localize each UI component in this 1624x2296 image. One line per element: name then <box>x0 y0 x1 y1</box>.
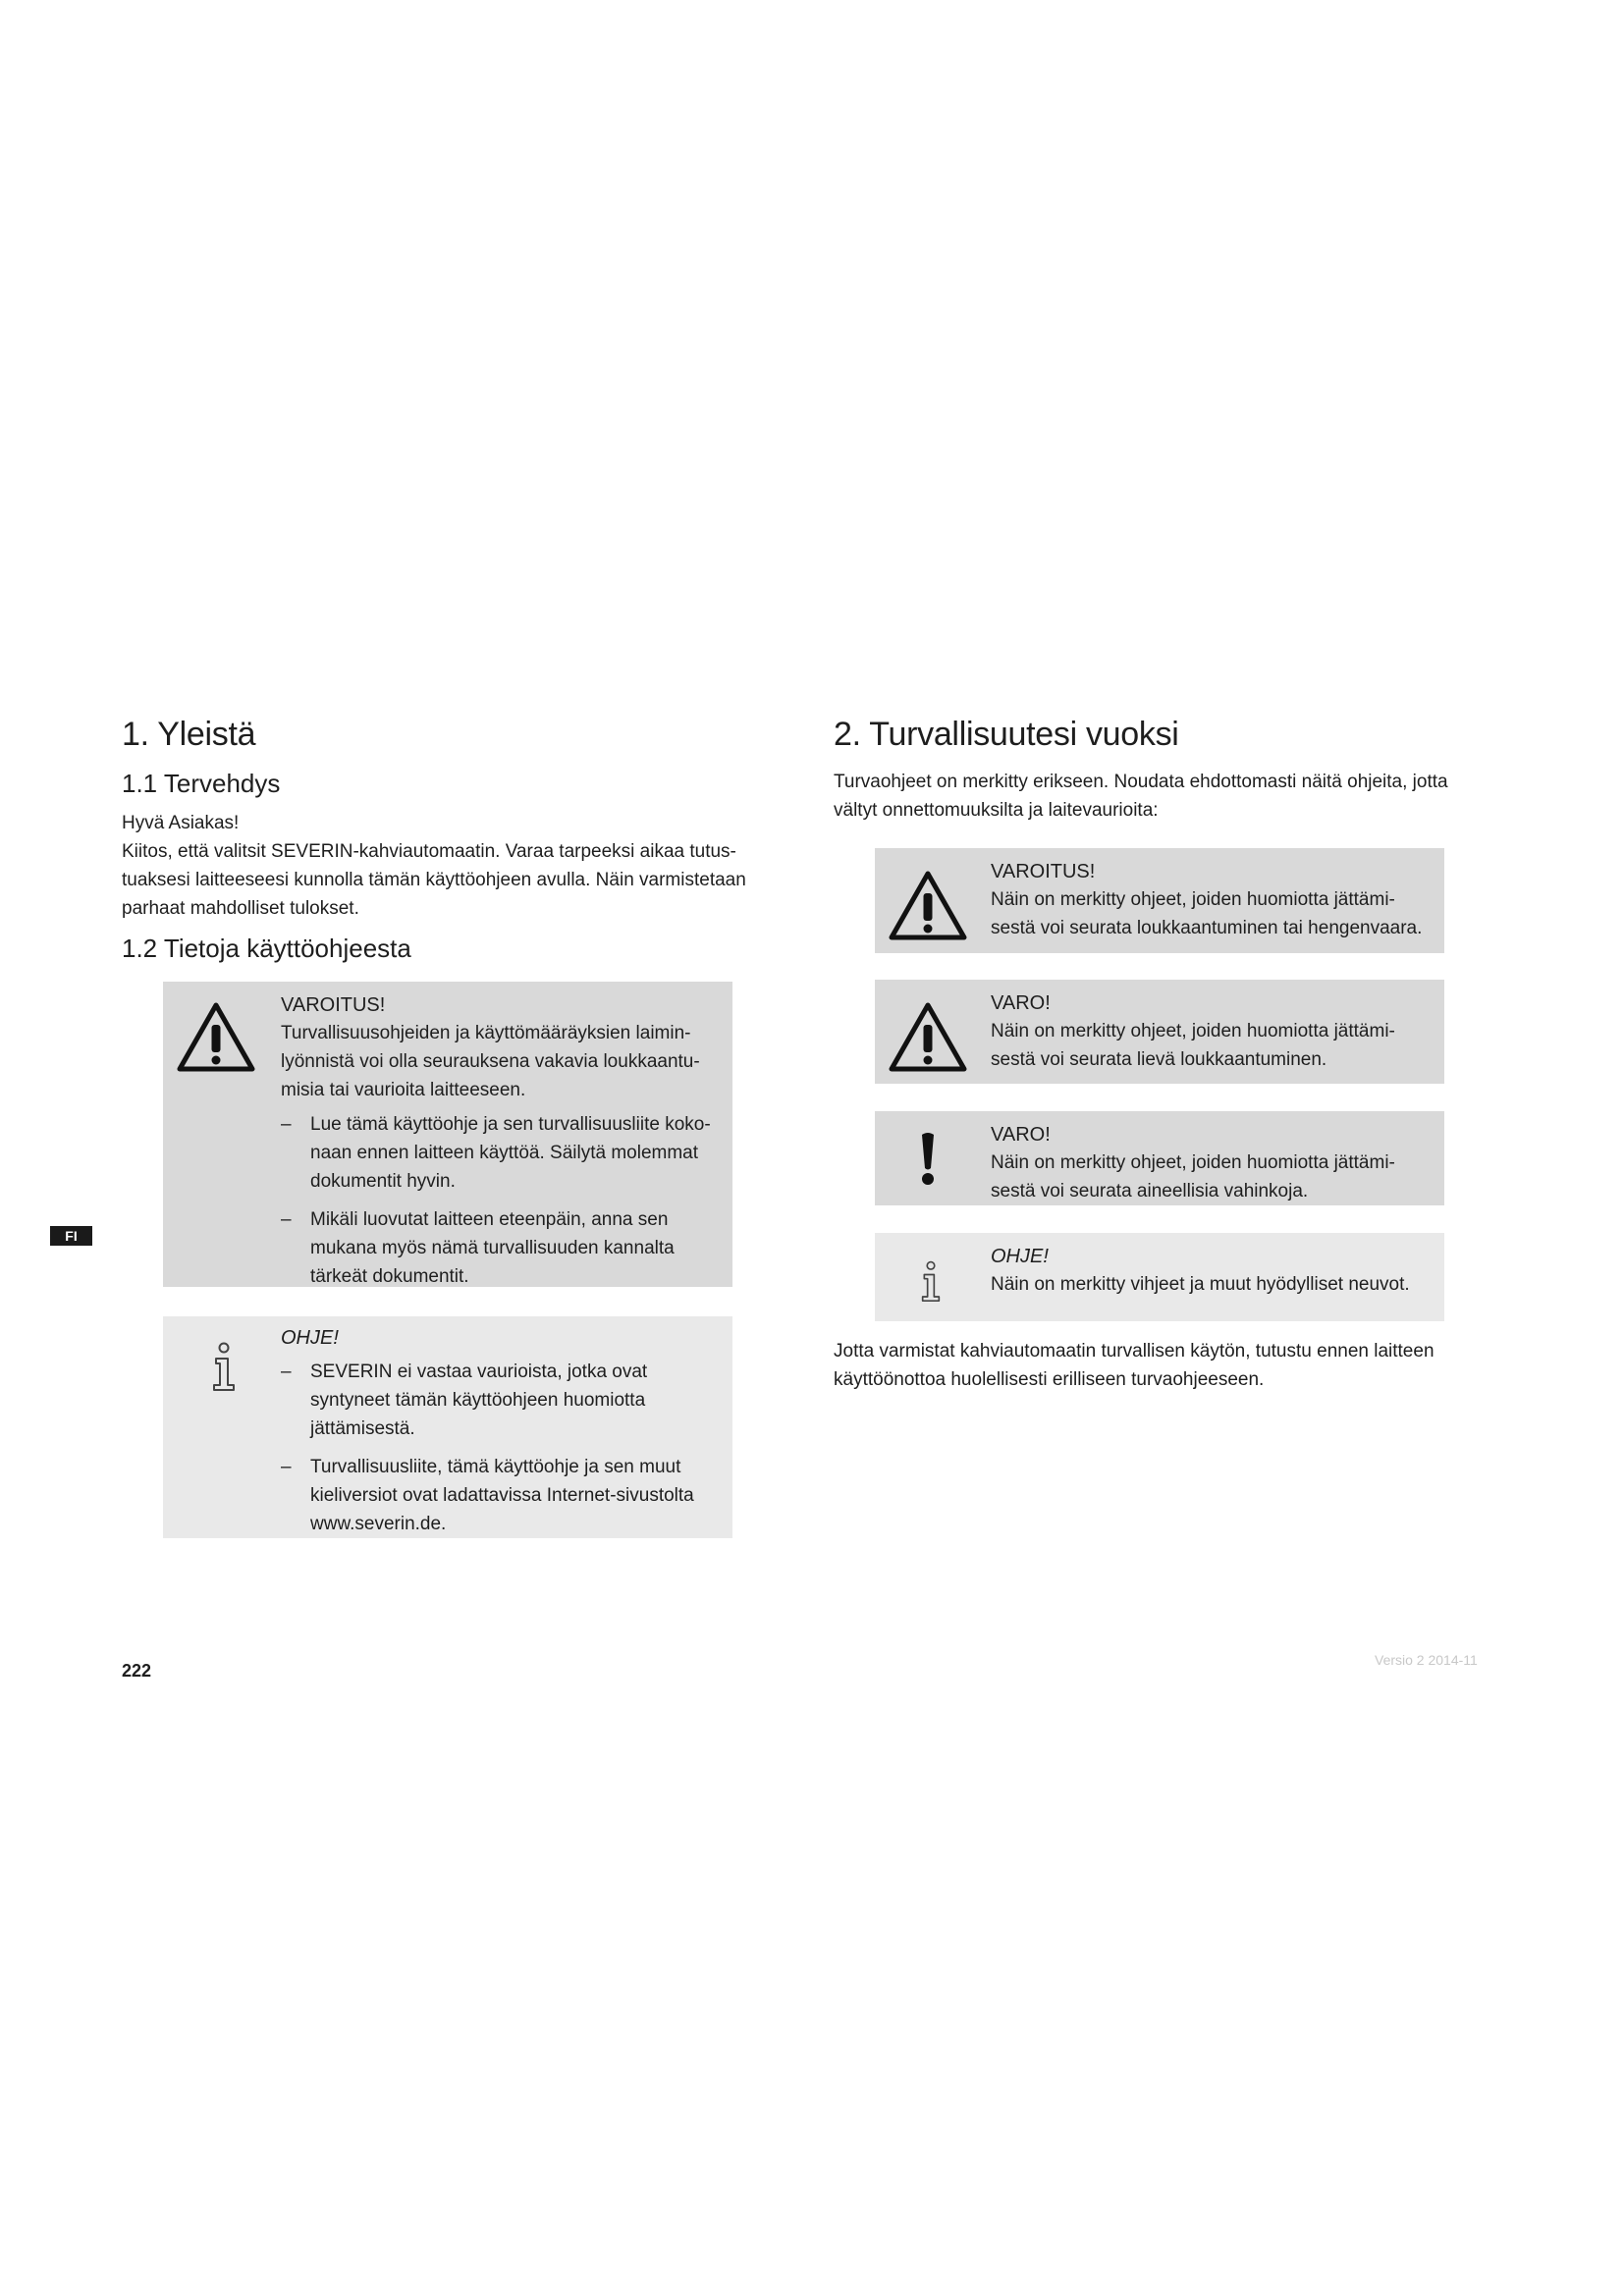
warning-triangle-icon <box>889 870 967 940</box>
left-column <box>122 715 770 1538</box>
intro-line: Kiitos, että valitsit SEVERIN-kahviautomaatin. Varaa tarpeeksi aikaa tutus- <box>122 841 736 862</box>
list-item <box>281 1110 717 1196</box>
intro-line: Turvaohjeet on merkitty erikseen. Noudata ehdottomasti näitä ohjeita, jotta <box>834 772 1448 792</box>
info-icon <box>206 1342 242 1393</box>
intro-line: tuaksesi laitteeseesi kunnolla tämän käyttöohjeen avulla. Näin varmistetaan <box>122 870 746 890</box>
note-box <box>875 1233 1444 1321</box>
safety-intro <box>834 768 1472 825</box>
language-tag: FI <box>50 1226 92 1246</box>
note-title: OHJE! <box>991 1246 1049 1267</box>
list-item-line: tärkeät dokumentit. <box>310 1266 469 1287</box>
caution-title: VARO! <box>991 1124 1051 1146</box>
list-item-line: mukana myös nämä turvallisuuden kannalta <box>310 1238 675 1258</box>
closing-line: käyttöönottoa huolellisesti erilliseen turvaohjeeseen. <box>834 1369 1265 1390</box>
note-box <box>163 1316 732 1538</box>
warning-triangle-icon <box>177 1001 255 1072</box>
closing-line: Jotta varmistat kahviautomaatin turvallisen käytön, tutustu ennen laitteen <box>834 1341 1435 1362</box>
warning-text-line: Turvallisuusohjeiden ja käyttömääräyksien laimin- <box>281 1023 691 1043</box>
property-caution-box <box>875 1111 1444 1205</box>
box-text-line: Näin on merkitty ohjeet, joiden huomiotta jättämi- <box>991 1021 1395 1041</box>
subsection-title-greeting: 1.1 Tervehdys <box>122 769 281 798</box>
section-title-safety: 2. Turvallisuutesi vuoksi <box>834 716 1179 753</box>
list-dash: – <box>281 1362 292 1382</box>
note-title: OHJE! <box>281 1327 339 1349</box>
list-item <box>281 1453 717 1538</box>
intro-line: parhaat mahdolliset tulokset. <box>122 898 359 919</box>
list-item-line: syntyneet tämän käyttöohjeen huomiotta <box>310 1390 646 1411</box>
box-text-line: sestä voi seurata lievä loukkaantuminen. <box>991 1049 1327 1070</box>
list-dash: – <box>281 1209 292 1230</box>
version-label: Versio 2 2014-11 <box>1375 1652 1478 1668</box>
warning-box <box>163 982 732 1287</box>
list-dash: – <box>281 1114 292 1135</box>
exclamation-icon <box>916 1131 940 1186</box>
list-item-line: naan ennen laitteen käyttöä. Säilytä molemmat <box>310 1143 699 1163</box>
list-item-line: Lue tämä käyttöohje ja sen turvallisuusliite koko- <box>310 1114 711 1135</box>
list-item-line: dokumentit hyvin. <box>310 1171 456 1192</box>
warning-triangle-icon <box>889 1001 967 1072</box>
subsection-title-manual-info: 1.2 Tietoja käyttöohjeesta <box>122 934 411 963</box>
list-item-line: Mikäli luovutat laitteen eteenpäin, anna sen <box>310 1209 669 1230</box>
box-text-line: Näin on merkitty ohjeet, joiden huomiotta jättämi- <box>991 1152 1395 1173</box>
box-text-line: sestä voi seurata loukkaantuminen tai hengenvaara. <box>991 918 1423 938</box>
caution-box <box>875 980 1444 1084</box>
page-number: 222 <box>122 1661 152 1681</box>
box-text-line: Näin on merkitty ohjeet, joiden huomiotta jättämi- <box>991 889 1395 910</box>
intro-line: vältyt onnettomuuksilta ja laitevaurioita: <box>834 800 1159 821</box>
warning-text-line: misia tai vaurioita laitteeseen. <box>281 1080 526 1100</box>
info-icon <box>916 1258 946 1306</box>
warning-title: VAROITUS! <box>991 861 1096 882</box>
list-item-line: Turvallisuusliite, tämä käyttöohje ja sen muut <box>310 1457 681 1477</box>
list-item <box>281 1205 717 1291</box>
warning-title: VAROITUS! <box>281 994 386 1016</box>
list-item <box>281 1358 717 1443</box>
list-item-line: jättämisestä. <box>310 1418 415 1439</box>
warning-box <box>875 848 1444 953</box>
caution-title: VARO! <box>991 992 1051 1014</box>
list-dash: – <box>281 1457 292 1477</box>
section-title-general: 1. Yleistä <box>122 716 256 753</box>
warning-text-line: lyönnistä voi olla seurauksena vakavia loukkaantu- <box>281 1051 700 1072</box>
box-text-line: Näin on merkitty vihjeet ja muut hyödylliset neuvot. <box>991 1274 1410 1295</box>
safety-closing <box>834 1337 1472 1394</box>
warning-list <box>281 1110 717 1291</box>
note-list <box>281 1358 717 1538</box>
list-item-line: kieliversiot ovat ladattavissa Internet-sivustolta <box>310 1485 694 1506</box>
greeting-text: Hyvä Asiakas! <box>122 813 240 833</box>
list-item-line: www.severin.de. <box>310 1514 447 1534</box>
right-column <box>834 715 1472 1394</box>
box-text-line: sestä voi seurata aineellisia vahinkoja. <box>991 1181 1309 1201</box>
list-item-line: SEVERIN ei vastaa vaurioista, jotka ovat <box>310 1362 648 1382</box>
